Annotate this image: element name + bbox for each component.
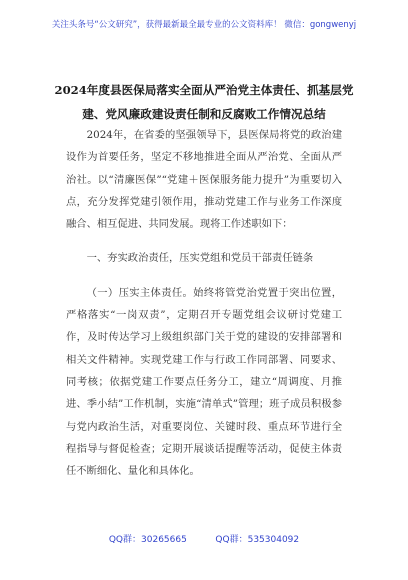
section-heading-1: 一、夯实政治责任，压实党组和党员干部责任链条 [86, 252, 314, 265]
footer-qq-groups: QQ群：30265665 QQ群：535304092 [108, 535, 300, 545]
top-banner: 关注头条号“公文研究”，获得最新最全最专业的公文资料库！ 微信：gongwenyj [51, 20, 357, 30]
section-1-paragraph-1: （一）压实主体责任。始终将管党治党置于突出位置，严格落实“一岗双责”，定期召开专题党组会议研讨党建工作，及时传达学习上级组织部门关于党的建设的安排部署和相关文件精神。实现党建工作与行政工作同部署、同要求、同考核；依据党建工作要点任务分工，建立“周调度、月推进、季小结”工作机制，实施“清单式”管理；班子成员积极参与党内政治生活，对重要岗位、关键时段、重点环节进行全程指导与督促检查；定期开展谈话提醒等活动，促使主体责任不断细化、量化和具体化。 [66, 286, 342, 478]
title-line-1: 2024年度县医保局落实全面从严治党主体责任、抓基层党 [54, 83, 354, 97]
document-title [30, 78, 378, 126]
intro-paragraph: 2024年，在省委的坚强领导下，县医保局将党的政治建设作为首要任务，坚定不移地推进全面从严治党、全面从严治社。以“清廉医保”“党建＋医保服务能力提升”为重要切入点，充分发挥党建引领作用，推动党建工作与业务工作深度融合、相互促进、共同发展。现将工作述职如下： [66, 129, 342, 231]
document-body [66, 124, 342, 482]
title-line-2: 建、党风廉政建设责任制和反腐败工作情况总结 [82, 107, 326, 121]
